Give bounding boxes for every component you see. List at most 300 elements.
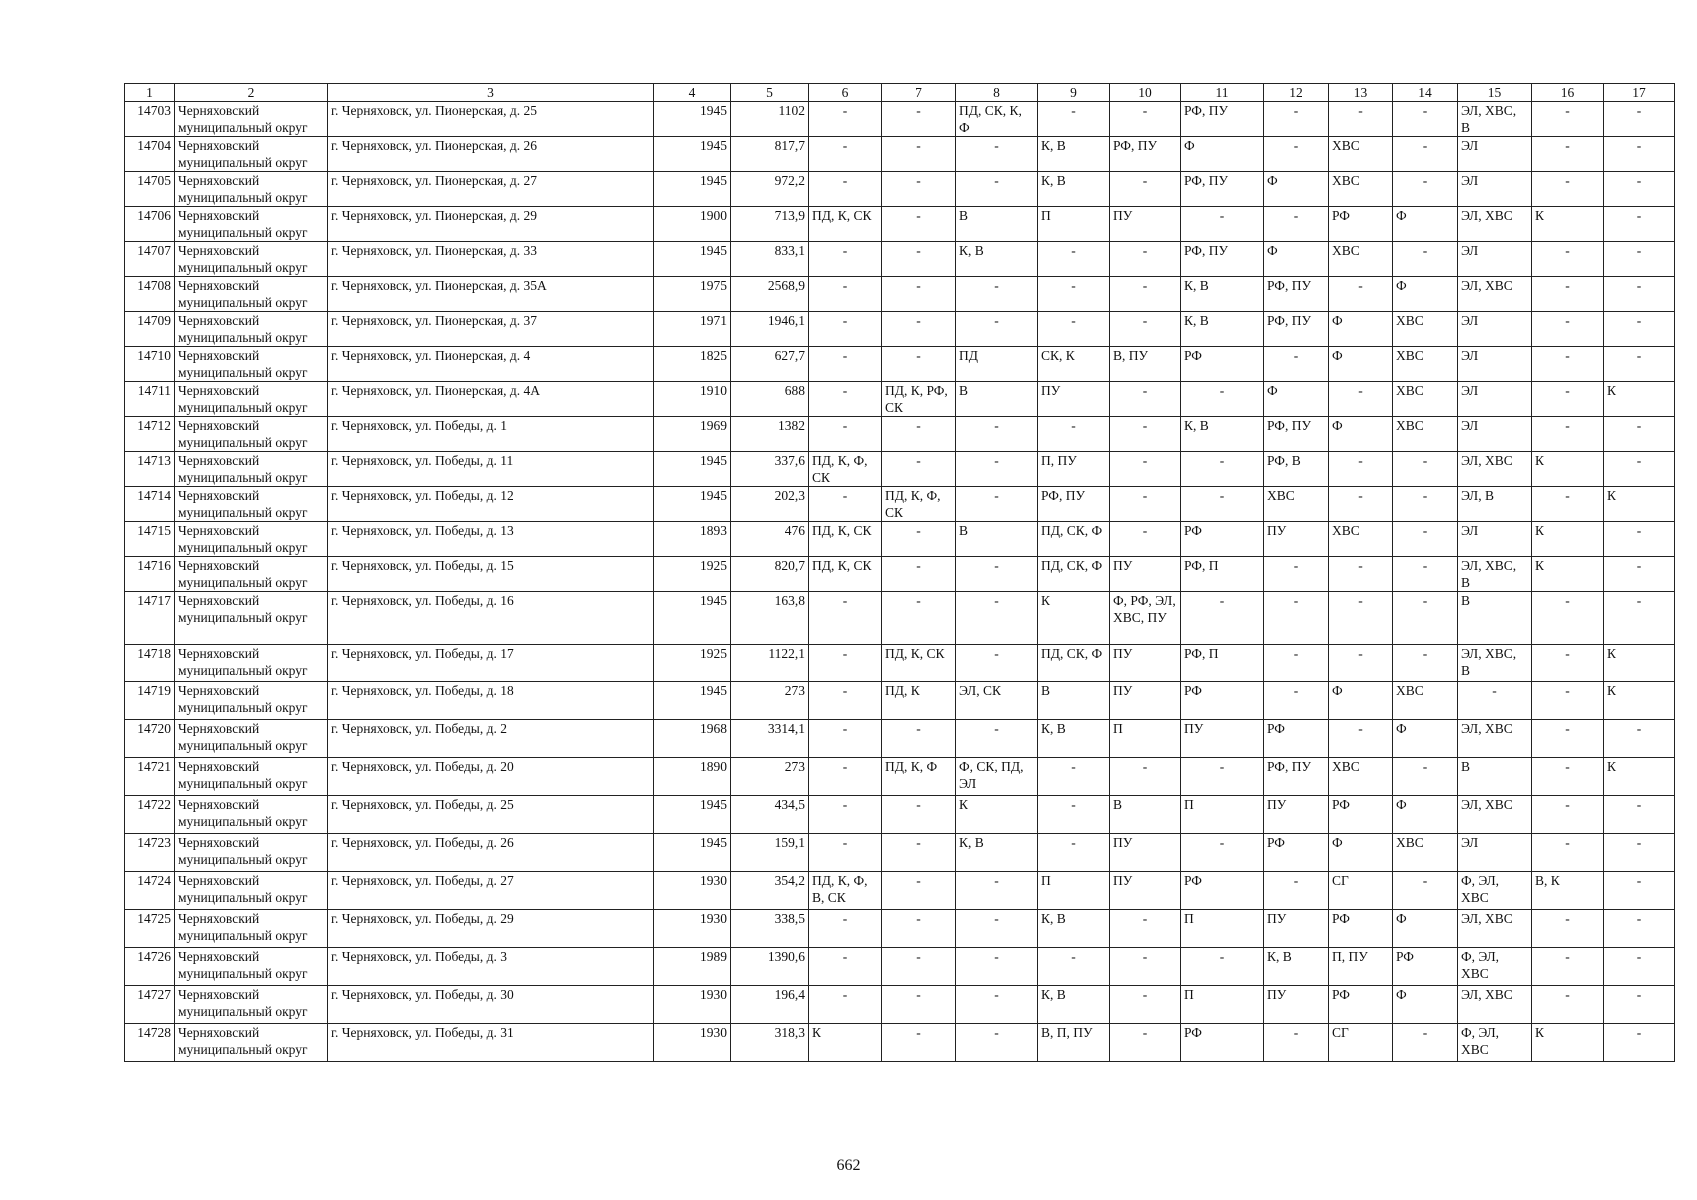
table-cell-col-14: - <box>1393 137 1458 172</box>
table-cell-col-11: К, В <box>1181 277 1264 312</box>
table-cell-col-3: г. Черняховск, ул. Пионерская, д. 4А <box>328 382 654 417</box>
table-cell-col-16: - <box>1532 592 1604 645</box>
table-cell-col-3: г. Черняховск, ул. Пионерская, д. 25 <box>328 102 654 137</box>
table-cell-col-5: 354,2 <box>731 872 809 910</box>
table-cell-col-2: Черняховский муниципальный округ <box>175 682 328 720</box>
table-cell-col-13: РФ <box>1329 910 1393 948</box>
table-cell-col-4: 1890 <box>654 758 731 796</box>
table-cell-col-10: - <box>1110 522 1181 557</box>
table-cell-col-11: - <box>1181 758 1264 796</box>
table-cell-col-4: 1945 <box>654 592 731 645</box>
table-cell-col-13: ХВС <box>1329 758 1393 796</box>
table-cell-col-7: ПД, К, Ф, СК <box>882 487 956 522</box>
table-cell-col-11: - <box>1181 592 1264 645</box>
table-cell-col-11: - <box>1181 948 1264 986</box>
table-cell-col-17: К <box>1604 645 1675 682</box>
table-cell-col-5: 434,5 <box>731 796 809 834</box>
table-cell-col-10: - <box>1110 986 1181 1024</box>
table-row <box>125 682 1675 720</box>
table-row <box>125 557 1675 592</box>
table-cell-col-7: - <box>882 452 956 487</box>
table-cell-col-10: ПУ <box>1110 645 1181 682</box>
table-cell-col-5: 817,7 <box>731 137 809 172</box>
table-cell-col-14: Ф <box>1393 986 1458 1024</box>
table-cell-col-2: Черняховский муниципальный округ <box>175 382 328 417</box>
table-cell-col-9: К, В <box>1038 137 1110 172</box>
table-cell-col-9: - <box>1038 242 1110 277</box>
table-cell-col-13: Ф <box>1329 347 1393 382</box>
table-cell-col-13: - <box>1329 557 1393 592</box>
table-cell-col-2: Черняховский муниципальный округ <box>175 796 328 834</box>
table-cell-col-12: - <box>1264 592 1329 645</box>
table-cell-col-17: - <box>1604 872 1675 910</box>
table-cell-col-6: - <box>809 834 882 872</box>
table-cell-col-4: 1900 <box>654 207 731 242</box>
table-cell-col-2: Черняховский муниципальный округ <box>175 207 328 242</box>
table-cell-col-7: - <box>882 796 956 834</box>
table-cell-col-16: - <box>1532 382 1604 417</box>
table-cell-col-14: - <box>1393 452 1458 487</box>
table-row <box>125 910 1675 948</box>
table-cell-col-2: Черняховский муниципальный округ <box>175 872 328 910</box>
table-cell-col-13: РФ <box>1329 986 1393 1024</box>
table-cell-col-6: - <box>809 645 882 682</box>
table-cell-col-1: 14720 <box>125 720 175 758</box>
table-cell-col-1: 14704 <box>125 137 175 172</box>
table-cell-col-11: РФ, ПУ <box>1181 102 1264 137</box>
table-cell-col-6: - <box>809 417 882 452</box>
table-cell-col-1: 14708 <box>125 277 175 312</box>
table-cell-col-8: ПД, СК, К, Ф <box>956 102 1038 137</box>
table-cell-col-15: ЭЛ <box>1458 172 1532 207</box>
table-cell-col-1: 14706 <box>125 207 175 242</box>
table-cell-col-8: - <box>956 417 1038 452</box>
table-cell-col-9: П, ПУ <box>1038 452 1110 487</box>
table-cell-col-9: ПД, СК, Ф <box>1038 522 1110 557</box>
table-cell-col-11: РФ <box>1181 522 1264 557</box>
table-cell-col-3: г. Черняховск, ул. Победы, д. 16 <box>328 592 654 645</box>
table-cell-col-6: - <box>809 758 882 796</box>
table-cell-col-10: - <box>1110 758 1181 796</box>
table-cell-col-3: г. Черняховск, ул. Пионерская, д. 29 <box>328 207 654 242</box>
table-cell-col-11: П <box>1181 910 1264 948</box>
table-cell-col-8: - <box>956 487 1038 522</box>
table-cell-col-10: - <box>1110 1024 1181 1062</box>
table-cell-col-16: - <box>1532 758 1604 796</box>
table-row <box>125 872 1675 910</box>
table-cell-col-16: - <box>1532 682 1604 720</box>
table-cell-col-8: ЭЛ, СК <box>956 682 1038 720</box>
table-cell-col-16: - <box>1532 834 1604 872</box>
column-header-12: 12 <box>1264 84 1329 102</box>
table-cell-col-8: - <box>956 137 1038 172</box>
table-cell-col-4: 1968 <box>654 720 731 758</box>
table-cell-col-9: К, В <box>1038 720 1110 758</box>
table-cell-col-3: г. Черняховск, ул. Победы, д. 29 <box>328 910 654 948</box>
table-cell-col-15: Ф, ЭЛ, ХВС <box>1458 1024 1532 1062</box>
table-cell-col-6: - <box>809 277 882 312</box>
table-cell-col-16: - <box>1532 645 1604 682</box>
table-cell-col-14: РФ <box>1393 948 1458 986</box>
table-cell-col-6: - <box>809 137 882 172</box>
column-header-6: 6 <box>809 84 882 102</box>
table-cell-col-13: Ф <box>1329 312 1393 347</box>
table-cell-col-7: - <box>882 910 956 948</box>
table-cell-col-7: - <box>882 137 956 172</box>
table-cell-col-17: - <box>1604 172 1675 207</box>
table-row <box>125 137 1675 172</box>
table-cell-col-9: - <box>1038 102 1110 137</box>
table-cell-col-2: Черняховский муниципальный округ <box>175 172 328 207</box>
table-cell-col-11: - <box>1181 452 1264 487</box>
table-cell-col-5: 273 <box>731 682 809 720</box>
table-cell-col-2: Черняховский муниципальный округ <box>175 948 328 986</box>
table-cell-col-15: ЭЛ, ХВС <box>1458 986 1532 1024</box>
table-cell-col-7: ПД, К, Ф <box>882 758 956 796</box>
table-cell-col-13: РФ <box>1329 796 1393 834</box>
table-cell-col-14: - <box>1393 102 1458 137</box>
table-cell-col-12: - <box>1264 872 1329 910</box>
table-cell-col-5: 688 <box>731 382 809 417</box>
table-cell-col-4: 1945 <box>654 172 731 207</box>
table-cell-col-11: К, В <box>1181 312 1264 347</box>
table-cell-col-14: - <box>1393 242 1458 277</box>
table-cell-col-10: - <box>1110 277 1181 312</box>
table-cell-col-5: 1390,6 <box>731 948 809 986</box>
table-row <box>125 242 1675 277</box>
table-cell-col-1: 14721 <box>125 758 175 796</box>
table-cell-col-9: - <box>1038 834 1110 872</box>
table-cell-col-6: - <box>809 796 882 834</box>
table-cell-col-9: К <box>1038 592 1110 645</box>
table-cell-col-1: 14715 <box>125 522 175 557</box>
table-cell-col-1: 14725 <box>125 910 175 948</box>
table-cell-col-17: К <box>1604 487 1675 522</box>
table-cell-col-13: ХВС <box>1329 172 1393 207</box>
table-cell-col-17: К <box>1604 682 1675 720</box>
table-row <box>125 277 1675 312</box>
table-cell-col-16: - <box>1532 242 1604 277</box>
table-cell-col-10: - <box>1110 417 1181 452</box>
table-cell-col-11: П <box>1181 986 1264 1024</box>
table-cell-col-16: К <box>1532 1024 1604 1062</box>
table-cell-col-12: - <box>1264 347 1329 382</box>
table-cell-col-10: - <box>1110 452 1181 487</box>
table-cell-col-10: ПУ <box>1110 834 1181 872</box>
table-cell-col-2: Черняховский муниципальный округ <box>175 102 328 137</box>
table-cell-col-15: ЭЛ, ХВС <box>1458 910 1532 948</box>
table-cell-col-12: - <box>1264 137 1329 172</box>
table-cell-col-7: - <box>882 834 956 872</box>
table-cell-col-9: ПД, СК, Ф <box>1038 645 1110 682</box>
table-row <box>125 417 1675 452</box>
table-cell-col-4: 1945 <box>654 242 731 277</box>
table-cell-col-15: ЭЛ, ХВС <box>1458 277 1532 312</box>
table-cell-col-14: - <box>1393 522 1458 557</box>
column-header-3: 3 <box>328 84 654 102</box>
table-cell-col-10: - <box>1110 102 1181 137</box>
table-cell-col-5: 1102 <box>731 102 809 137</box>
table-cell-col-5: 273 <box>731 758 809 796</box>
table-cell-col-7: - <box>882 557 956 592</box>
table-cell-col-2: Черняховский муниципальный округ <box>175 277 328 312</box>
table-cell-col-16: - <box>1532 347 1604 382</box>
table-cell-col-17: - <box>1604 277 1675 312</box>
table-cell-col-12: ПУ <box>1264 910 1329 948</box>
table-cell-col-7: - <box>882 872 956 910</box>
table-cell-col-2: Черняховский муниципальный округ <box>175 347 328 382</box>
table-cell-col-13: ХВС <box>1329 137 1393 172</box>
table-cell-col-14: - <box>1393 758 1458 796</box>
table-cell-col-12: - <box>1264 207 1329 242</box>
table-cell-col-4: 1945 <box>654 487 731 522</box>
table-cell-col-13: Ф <box>1329 417 1393 452</box>
table-cell-col-5: 713,9 <box>731 207 809 242</box>
table-cell-col-8: К, В <box>956 242 1038 277</box>
table-row <box>125 796 1675 834</box>
table-cell-col-10: П <box>1110 720 1181 758</box>
table-cell-col-16: - <box>1532 986 1604 1024</box>
table-cell-col-16: - <box>1532 172 1604 207</box>
table-cell-col-2: Черняховский муниципальный округ <box>175 312 328 347</box>
table-cell-col-11: К, В <box>1181 417 1264 452</box>
table-cell-col-17: К <box>1604 758 1675 796</box>
table-cell-col-3: г. Черняховск, ул. Победы, д. 18 <box>328 682 654 720</box>
table-cell-col-4: 1925 <box>654 557 731 592</box>
table-cell-col-1: 14714 <box>125 487 175 522</box>
page-number: 662 <box>836 1157 861 1174</box>
table-cell-col-2: Черняховский муниципальный округ <box>175 910 328 948</box>
table-cell-col-10: - <box>1110 312 1181 347</box>
column-header-11: 11 <box>1181 84 1264 102</box>
table-cell-col-16: - <box>1532 720 1604 758</box>
table-cell-col-1: 14712 <box>125 417 175 452</box>
table-cell-col-2: Черняховский муниципальный округ <box>175 645 328 682</box>
table-cell-col-6: - <box>809 102 882 137</box>
table-cell-col-5: 476 <box>731 522 809 557</box>
table-cell-col-3: г. Черняховск, ул. Победы, д. 13 <box>328 522 654 557</box>
table-cell-col-11: - <box>1181 382 1264 417</box>
table-cell-col-12: РФ, В <box>1264 452 1329 487</box>
table-row <box>125 347 1675 382</box>
table-cell-col-6: - <box>809 948 882 986</box>
table-cell-col-2: Черняховский муниципальный округ <box>175 417 328 452</box>
table-row <box>125 382 1675 417</box>
table-cell-col-6: - <box>809 242 882 277</box>
table-cell-col-13: - <box>1329 382 1393 417</box>
column-header-17: 17 <box>1604 84 1675 102</box>
table-cell-col-17: - <box>1604 347 1675 382</box>
table-cell-col-7: ПД, К, РФ, СК <box>882 382 956 417</box>
table-cell-col-1: 14717 <box>125 592 175 645</box>
table-cell-col-4: 1945 <box>654 796 731 834</box>
table-cell-col-2: Черняховский муниципальный округ <box>175 986 328 1024</box>
table-cell-col-15: Ф, ЭЛ, ХВС <box>1458 872 1532 910</box>
table-cell-col-9: К, В <box>1038 910 1110 948</box>
table-cell-col-5: 338,5 <box>731 910 809 948</box>
table-cell-col-15: ЭЛ <box>1458 522 1532 557</box>
table-cell-col-3: г. Черняховск, ул. Пионерская, д. 33 <box>328 242 654 277</box>
table-row <box>125 207 1675 242</box>
table-cell-col-3: г. Черняховск, ул. Победы, д. 31 <box>328 1024 654 1062</box>
table-cell-col-12: Ф <box>1264 172 1329 207</box>
table-cell-col-3: г. Черняховск, ул. Пионерская, д. 4 <box>328 347 654 382</box>
table-cell-col-3: г. Черняховск, ул. Пионерская, д. 35А <box>328 277 654 312</box>
table-cell-col-2: Черняховский муниципальный округ <box>175 242 328 277</box>
table-cell-col-2: Черняховский муниципальный округ <box>175 557 328 592</box>
table-cell-col-9: - <box>1038 948 1110 986</box>
table-cell-col-6: - <box>809 910 882 948</box>
table-cell-col-6: ПД, К, СК <box>809 522 882 557</box>
table-cell-col-1: 14723 <box>125 834 175 872</box>
table-cell-col-5: 627,7 <box>731 347 809 382</box>
table-cell-col-7: - <box>882 102 956 137</box>
table-cell-col-3: г. Черняховск, ул. Победы, д. 17 <box>328 645 654 682</box>
table-cell-col-17: - <box>1604 720 1675 758</box>
table-cell-col-4: 1930 <box>654 872 731 910</box>
table-cell-col-9: - <box>1038 796 1110 834</box>
table-cell-col-3: г. Черняховск, ул. Победы, д. 26 <box>328 834 654 872</box>
table-cell-col-8: - <box>956 645 1038 682</box>
table-cell-col-6: - <box>809 720 882 758</box>
table-cell-col-1: 14709 <box>125 312 175 347</box>
table-cell-col-17: - <box>1604 986 1675 1024</box>
table-cell-col-10: - <box>1110 382 1181 417</box>
table-cell-col-15: В <box>1458 758 1532 796</box>
column-header-1: 1 <box>125 84 175 102</box>
table-cell-col-4: 1825 <box>654 347 731 382</box>
table-cell-col-16: - <box>1532 487 1604 522</box>
table-cell-col-12: РФ <box>1264 720 1329 758</box>
table-cell-col-10: ПУ <box>1110 682 1181 720</box>
table-cell-col-5: 820,7 <box>731 557 809 592</box>
table-cell-col-2: Черняховский муниципальный округ <box>175 1024 328 1062</box>
table-cell-col-6: - <box>809 592 882 645</box>
table-row <box>125 948 1675 986</box>
table-cell-col-5: 159,1 <box>731 834 809 872</box>
table-cell-col-11: Ф <box>1181 137 1264 172</box>
table-cell-col-17: - <box>1604 522 1675 557</box>
table-cell-col-7: - <box>882 207 956 242</box>
table-cell-col-11: - <box>1181 487 1264 522</box>
table-cell-col-9: В <box>1038 682 1110 720</box>
table-cell-col-4: 1945 <box>654 452 731 487</box>
table-row <box>125 102 1675 137</box>
table-cell-col-6: - <box>809 172 882 207</box>
table-cell-col-7: - <box>882 417 956 452</box>
table-cell-col-7: ПД, К, СК <box>882 645 956 682</box>
table-cell-col-17: - <box>1604 910 1675 948</box>
table-cell-col-13: П, ПУ <box>1329 948 1393 986</box>
table-cell-col-17: К <box>1604 382 1675 417</box>
table-cell-col-10: В <box>1110 796 1181 834</box>
table-cell-col-3: г. Черняховск, ул. Победы, д. 1 <box>328 417 654 452</box>
table-cell-col-15: ЭЛ, ХВС, В <box>1458 557 1532 592</box>
table-cell-col-4: 1945 <box>654 682 731 720</box>
table-cell-col-1: 14727 <box>125 986 175 1024</box>
table-cell-col-13: - <box>1329 452 1393 487</box>
table-cell-col-15: Ф, ЭЛ, ХВС <box>1458 948 1532 986</box>
table-cell-col-3: г. Черняховск, ул. Победы, д. 25 <box>328 796 654 834</box>
table-cell-col-15: ЭЛ, ХВС, В <box>1458 645 1532 682</box>
table-cell-col-14: ХВС <box>1393 347 1458 382</box>
table-cell-col-6: - <box>809 682 882 720</box>
table-cell-col-4: 1930 <box>654 910 731 948</box>
table-cell-col-6: К <box>809 1024 882 1062</box>
table-cell-col-13: - <box>1329 720 1393 758</box>
table-row <box>125 986 1675 1024</box>
table-cell-col-12: РФ, ПУ <box>1264 277 1329 312</box>
table-cell-col-5: 833,1 <box>731 242 809 277</box>
table-cell-col-11: РФ, П <box>1181 645 1264 682</box>
table-cell-col-1: 14710 <box>125 347 175 382</box>
table-cell-col-7: - <box>882 277 956 312</box>
table-cell-col-17: - <box>1604 312 1675 347</box>
table-cell-col-7: - <box>882 172 956 207</box>
table-cell-col-6: - <box>809 312 882 347</box>
table-cell-col-8: - <box>956 277 1038 312</box>
table-cell-col-16: - <box>1532 137 1604 172</box>
table-cell-col-8: - <box>956 557 1038 592</box>
table-cell-col-15: ЭЛ <box>1458 347 1532 382</box>
table-cell-col-1: 14707 <box>125 242 175 277</box>
table-cell-col-16: В, К <box>1532 872 1604 910</box>
table-cell-col-10: Ф, РФ, ЭЛ, ХВС, ПУ <box>1110 592 1181 645</box>
table-cell-col-9: РФ, ПУ <box>1038 487 1110 522</box>
table-cell-col-5: 318,3 <box>731 1024 809 1062</box>
table-cell-col-16: К <box>1532 522 1604 557</box>
table-cell-col-3: г. Черняховск, ул. Победы, д. 15 <box>328 557 654 592</box>
table-cell-col-13: ХВС <box>1329 242 1393 277</box>
table-cell-col-14: - <box>1393 645 1458 682</box>
table-cell-col-15: В <box>1458 592 1532 645</box>
table-cell-col-5: 202,3 <box>731 487 809 522</box>
table-cell-col-10: РФ, ПУ <box>1110 137 1181 172</box>
table-cell-col-8: - <box>956 592 1038 645</box>
table-cell-col-17: - <box>1604 242 1675 277</box>
table-cell-col-9: - <box>1038 417 1110 452</box>
table-cell-col-1: 14719 <box>125 682 175 720</box>
table-cell-col-12: РФ, ПУ <box>1264 417 1329 452</box>
table-cell-col-13: РФ <box>1329 207 1393 242</box>
table-cell-col-8: ПД <box>956 347 1038 382</box>
table-cell-col-15: ЭЛ <box>1458 137 1532 172</box>
table-cell-col-14: - <box>1393 592 1458 645</box>
table-cell-col-5: 972,2 <box>731 172 809 207</box>
table-cell-col-4: 1975 <box>654 277 731 312</box>
table-cell-col-5: 2568,9 <box>731 277 809 312</box>
table-cell-col-11: П <box>1181 796 1264 834</box>
table-cell-col-10: - <box>1110 487 1181 522</box>
table-row <box>125 1024 1675 1062</box>
table-cell-col-14: ХВС <box>1393 312 1458 347</box>
table-cell-col-13: СГ <box>1329 872 1393 910</box>
table-cell-col-12: - <box>1264 102 1329 137</box>
table-cell-col-4: 1971 <box>654 312 731 347</box>
column-header-4: 4 <box>654 84 731 102</box>
table-cell-col-5: 196,4 <box>731 986 809 1024</box>
table-cell-col-9: П <box>1038 872 1110 910</box>
table-cell-col-17: - <box>1604 207 1675 242</box>
table-cell-col-6: ПД, К, Ф, СК <box>809 452 882 487</box>
table-cell-col-14: Ф <box>1393 207 1458 242</box>
table-cell-col-12: ПУ <box>1264 796 1329 834</box>
table-cell-col-17: - <box>1604 796 1675 834</box>
table-cell-col-1: 14724 <box>125 872 175 910</box>
table-cell-col-3: г. Черняховск, ул. Пионерская, д. 26 <box>328 137 654 172</box>
table-cell-col-11: - <box>1181 207 1264 242</box>
table-cell-col-11: РФ <box>1181 872 1264 910</box>
